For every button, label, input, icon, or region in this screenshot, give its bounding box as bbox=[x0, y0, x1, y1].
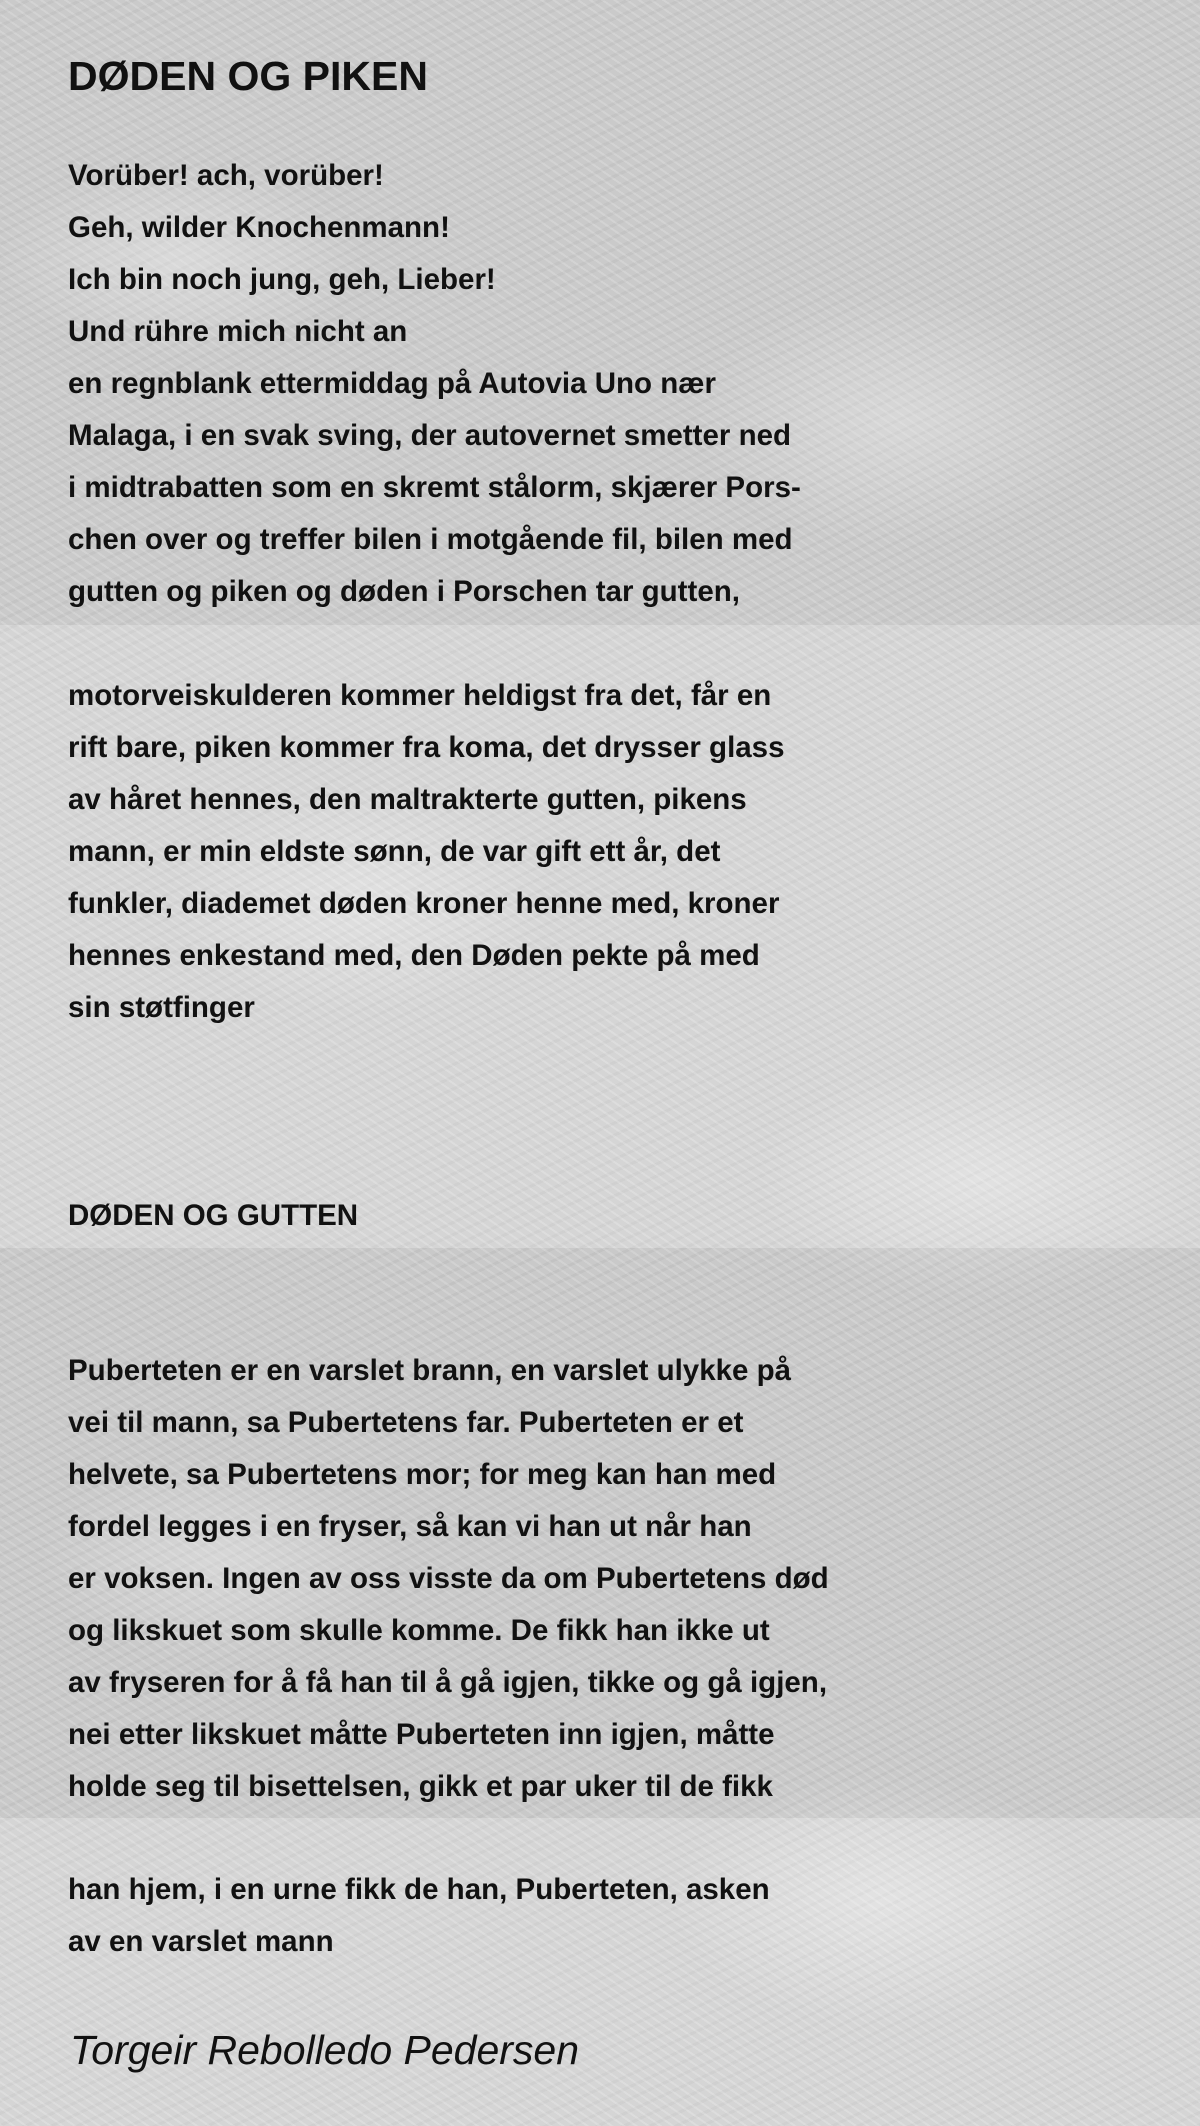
poem-line: helvete, sa Pubertetens mor; for meg kan han med bbox=[68, 1458, 777, 1491]
poem-line: Geh, wilder Knochenmann! bbox=[68, 211, 450, 244]
poem-line: chen over og treffer bilen i motgående fil, bilen med bbox=[68, 523, 793, 556]
poem-title: DØDEN OG PIKEN bbox=[68, 53, 428, 99]
poem-line: Puberteten er en varslet brann, en varslet ulykke på bbox=[68, 1354, 792, 1387]
stanza-4 bbox=[68, 1864, 770, 1968]
poem-line: motorveiskulderen kommer heldigst fra det, får en bbox=[68, 679, 772, 712]
author-name: Torgeir Rebolledo Pedersen bbox=[70, 2027, 580, 2073]
poem-line: holde seg til bisettelsen, gikk et par uker til de fikk bbox=[68, 1770, 773, 1803]
poem-line: av en varslet mann bbox=[68, 1925, 334, 1958]
section-subtitle: DØDEN OG GUTTEN bbox=[68, 1199, 359, 1232]
poem-line: Malaga, i en svak sving, der autovernet smetter ned bbox=[68, 419, 792, 452]
poem-line: og likskuet som skulle komme. De fikk han ikke ut bbox=[68, 1614, 770, 1647]
poem-line: av håret hennes, den maltrakterte gutten, pikens bbox=[68, 783, 747, 816]
poem-line: gutten og piken og døden i Porschen tar gutten, bbox=[68, 575, 740, 608]
poem-line: av fryseren for å få han til å gå igjen, tikke og gå igjen, bbox=[68, 1666, 828, 1699]
poem-line: sin støtfinger bbox=[68, 991, 255, 1024]
poem-line: hennes enkestand med, den Døden pekte på med bbox=[68, 939, 760, 972]
poem-line: Und rühre mich nicht an bbox=[68, 315, 408, 348]
poem-line: vei til mann, sa Pubertetens far. Puberteten er et bbox=[68, 1406, 744, 1439]
poem-line: Vorüber! ach, vorüber! bbox=[68, 159, 384, 192]
poem-line: fordel legges i en fryser, så kan vi han ut når han bbox=[68, 1510, 752, 1543]
poem-line: funkler, diademet døden kroner henne med, kroner bbox=[68, 887, 780, 920]
stanza-1 bbox=[68, 150, 801, 618]
poem-line: er voksen. Ingen av oss visste da om Pubertetens død bbox=[68, 1562, 829, 1595]
poem-line: nei etter likskuet måtte Puberteten inn igjen, måtte bbox=[68, 1718, 775, 1751]
stanza-3 bbox=[68, 1345, 829, 1813]
poem-line: Ich bin noch jung, geh, Lieber! bbox=[68, 263, 496, 296]
poem-line: han hjem, i en urne fikk de han, Puberteten, asken bbox=[68, 1873, 770, 1906]
poem-line: rift bare, piken kommer fra koma, det drysser glass bbox=[68, 731, 785, 764]
poem-line: en regnblank ettermiddag på Autovia Uno nær bbox=[68, 367, 716, 400]
poem-line: i midtrabatten som en skremt stålorm, skjærer Pors- bbox=[68, 471, 801, 504]
poem-line: mann, er min eldste sønn, de var gift ett år, det bbox=[68, 835, 721, 868]
stanza-2 bbox=[68, 670, 784, 1034]
